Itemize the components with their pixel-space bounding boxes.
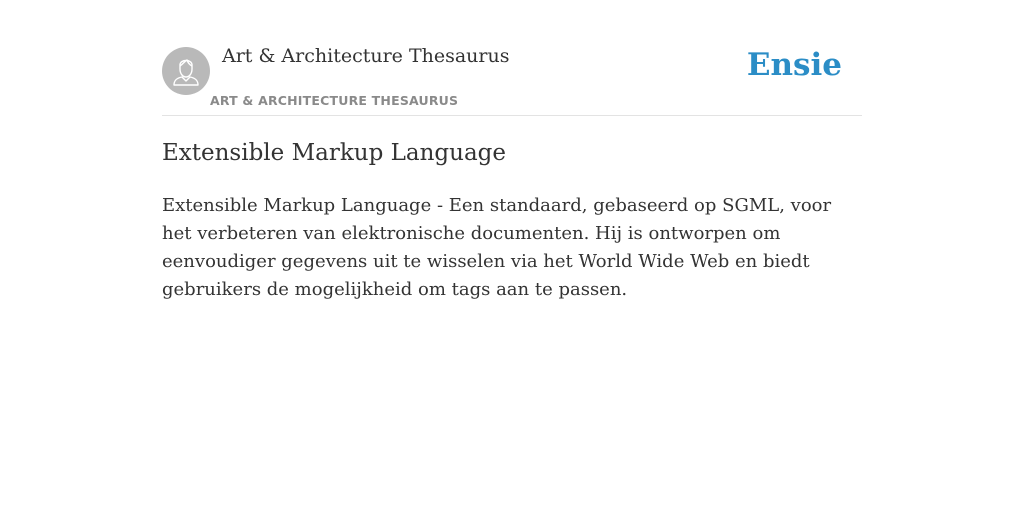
page (162, 0, 862, 512)
author-tag[interactable]: ART & ARCHITECTURE THESAURUS (210, 93, 459, 108)
article-title: Extensible Markup Language (162, 140, 507, 166)
avatar[interactable] (162, 47, 210, 95)
user-icon (162, 47, 210, 95)
article-body: Extensible Markup Language - Een standaard, gebaseerd op SGML, voor het verbeteren van elektronische documenten. Hij is ontworpen om eenvoudiger gegevens uit te wisselen via het World Wide Web en biedt gebruikers de mogelijkheid om tags aan te passen. (162, 195, 832, 300)
header (162, 0, 862, 116)
ensie-logo[interactable]: Ensie (746, 47, 842, 83)
author-name[interactable]: Art & Architecture Thesaurus (222, 45, 510, 67)
